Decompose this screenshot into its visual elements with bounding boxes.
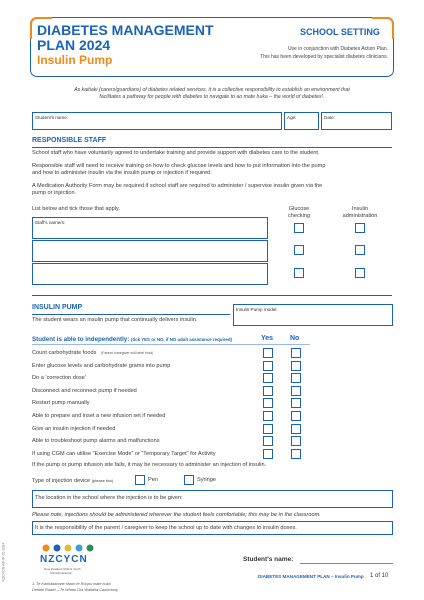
col-glucose-line2: checking [287,213,311,219]
responsible-p3-line2: pump or injection. [32,190,77,196]
list-prompt: List below and tick those that apply. [32,206,120,212]
footer-student-name-line[interactable] [300,563,393,564]
task-row [32,424,322,436]
task-yes-checkbox[interactable] [263,348,273,358]
able-heading [32,336,232,343]
responsible-p1: School staff who have voluntarily agreed to undertake training and provide support with diabetes care to the student. [32,150,320,156]
school-setting-badge: SCHOOL SETTING [300,27,380,37]
device-hint: (please tick) [91,478,114,483]
header-note-1: Use in conjunction with Diabetes Action Plan. [287,46,388,52]
footer-page-number: 1 of 10 [370,573,389,579]
staff-name-field-1[interactable] [32,217,268,239]
page-title-line2: PLAN 2024 [37,37,111,53]
device-label: Type of injection device [32,478,91,484]
location-label: The location in the school where the injection is to be given: [35,495,183,501]
task-label: Disconnect and reconnect pump if needed [32,387,137,394]
footer-ref-2: Debbie Rawiri – Te Whatu Ora Waitaha Canterbury [32,588,119,592]
nzcycn-logo [36,540,106,580]
task-no-checkbox[interactable] [291,361,301,371]
task-no-checkbox[interactable] [291,411,301,421]
pump-sentence: The student wears an insulin pump that continually delivers insulin. [32,317,198,323]
page-subtitle: Insulin Pump [37,53,113,67]
task-label: Do a ‘correction dose’ [32,375,87,382]
task-no-checkbox[interactable] [291,386,301,396]
injection-note: Please note, injections should be administered wherever the student feels comfortable; this may be in the classroom. [32,512,321,518]
task-no-checkbox[interactable] [291,398,301,408]
responsibility-text: It is the responsibility of the parent / caregiver to keep the school up to date with changes to insulin doses. [35,525,297,531]
task-no-checkbox[interactable] [291,373,301,383]
task-row [32,398,322,410]
age-field[interactable] [284,112,319,130]
logo-text: NZCYCN [40,554,88,565]
task-yes-checkbox[interactable] [263,386,273,396]
responsible-p3-line1: A Medication Authority Form may be required if school staff are required to administer / supervise insulin given via the [32,183,323,189]
staff-name-field-2[interactable] [32,240,268,262]
syringe-checkbox[interactable] [184,475,194,485]
task-row [32,436,322,448]
task-no-checkbox[interactable] [291,424,301,434]
staff-name-field-3[interactable] [32,263,268,285]
task-label: Able to prepare and inset a new infusion set if needed [32,413,166,419]
logo-dots-icon [36,540,106,554]
task-yes-checkbox[interactable] [263,436,273,446]
task-yes-checkbox[interactable] [263,398,273,408]
task-label: Give an insulin injection if needed [32,425,116,432]
task-yes-checkbox[interactable] [263,361,273,371]
pen-label: Pen [148,477,158,483]
col-insulin-line2: administration [342,213,378,219]
task-row [32,348,322,360]
divider [32,314,230,315]
divider [32,295,392,296]
task-row [32,386,322,398]
date-field[interactable] [321,112,392,130]
task-label: Count carbohydrate foods [32,350,97,356]
pump-model-field[interactable] [233,304,393,326]
fail-sentence: If the pump or pump infusion site fails, it may be necessary to administer an injection of insulin. [32,462,267,468]
responsibility-box [32,521,393,535]
responsible-p2-line2: and how to administer insulin via the insulin pump or injection if required. [32,170,212,176]
responsible-p2-line1: Responsible staff will need to receive training on how to check glucose levels and how to put information into the pump [32,163,326,169]
task-yes-checkbox[interactable] [263,449,273,459]
task-yes-checkbox[interactable] [263,411,273,421]
able-heading-text: Student is able to independently: [32,336,130,343]
logo-sub-2: Clinical Network [50,571,72,575]
logo-sub-1: New Zealand Child & Youth [44,567,81,571]
date-label: Date: [324,115,335,120]
insulin-checkbox-2[interactable] [355,245,365,255]
task-label: Restart pump manually [32,400,90,407]
insulin-checkbox-1[interactable] [355,223,365,233]
pen-checkbox[interactable] [135,475,145,485]
footer-plan-label: DIABETES MANAGEMENT PLAN – Insulin Pump [258,574,364,579]
task-row [32,411,322,423]
divider [32,344,310,345]
location-field[interactable] [32,490,393,508]
divider [32,147,392,148]
yes-column-header: Yes [261,335,274,342]
responsible-staff-heading: RESPONSIBLE STAFF [32,137,107,144]
able-heading-hint: (tick YES or NO, if NO adult assistance required) [131,337,232,342]
col-insulin-line1: Insulin [351,206,369,212]
glucose-checkbox-3[interactable] [294,268,304,278]
insulin-checkbox-3[interactable] [355,268,365,278]
task-no-checkbox[interactable] [291,449,301,459]
glucose-checkbox-2[interactable] [294,245,304,255]
page-title-line1: DIABETES MANAGEMENT [37,22,214,38]
task-row [32,373,322,385]
task-hint: (Parent /caregiver will label food) [101,351,154,355]
device-row [32,477,113,485]
pump-model-label: Insulin Pump model: [236,307,278,312]
task-no-checkbox[interactable] [291,436,301,446]
task-row [32,361,322,373]
task-no-checkbox[interactable] [291,348,301,358]
task-label: Able to troubleshoot pump alarms and malfunctions [32,438,160,445]
task-row [32,449,322,461]
no-column-header: No [290,335,300,342]
syringe-label: Syringe [197,477,216,483]
footer-ref-1: 1. Te Kanhakahane Maori te Roopu mate huka [32,582,111,586]
task-label: If using CGM can utilise “Exercise Mode” or “Temporary Target” for Activity [32,450,216,457]
staff-name-label: Staff's name/s: [35,220,66,225]
student-name-label: Student's name: [35,115,69,120]
age-label: Age: [287,115,297,120]
intro-line-1: As kaitiaki (carers/guardians) of diabetes related services, it is a collective responsibility to establish an environment that [74,87,350,93]
footer-student-name-label: Student's name: [243,556,294,563]
header-note-2: This has been developed by specialist diabetes clinicians. [260,54,388,60]
task-yes-checkbox[interactable] [263,424,273,434]
col-glucose-line1: Glucose [288,206,310,212]
intro-line-2: facilitates a pathway for people with diabetes to navigate to ao mate huka – the world of diabetes¹. [99,94,325,100]
student-name-field[interactable] [32,112,282,130]
task-yes-checkbox[interactable] [263,373,273,383]
task-label: Enter glucose levels and carbohydrate grams into pump [32,362,171,369]
insulin-pump-heading: INSULIN PUMP [32,304,83,311]
side-code: NZCYCN-AP-IP-01-2024 [1,542,6,582]
glucose-checkbox-1[interactable] [294,223,304,233]
